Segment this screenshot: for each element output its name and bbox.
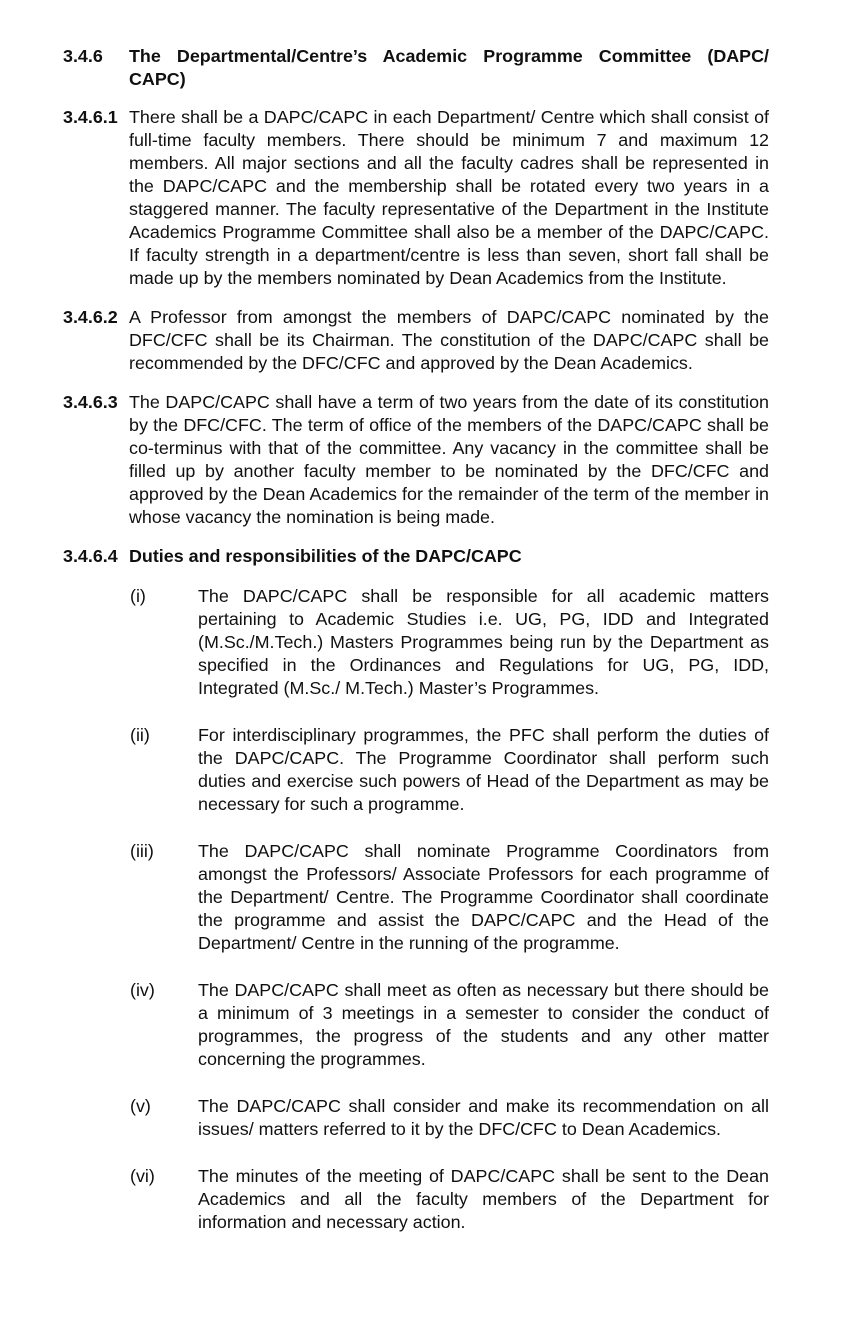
- list-item-marker: (iv): [130, 980, 155, 1000]
- list-item: [129, 724, 769, 816]
- list-item-text: The DAPC/CAPC shall consider and make its recommendation on all issues/ matters referred to it by the DFC/CFC to Dean Academics.: [198, 1096, 769, 1139]
- document-section: [63, 545, 769, 1234]
- document-section: [63, 45, 769, 91]
- section-body: [129, 391, 769, 529]
- section-text: Duties and responsibilities of the DAPC/CAPC: [129, 546, 522, 566]
- list-item-marker: (vi): [130, 1166, 155, 1186]
- section-text: The Departmental/Centre’s Academic Programme Committee (DAPC/​CAPC): [129, 46, 769, 89]
- list-item-marker: (v): [130, 1096, 151, 1116]
- list-item-text: For interdisciplinary programmes, the PFC shall perform the duties of the DAPC/CAPC. The Programme Coordinator shall perform such duties and exercise such powers of Head of the Department as may be necessary for such a programme.: [198, 725, 769, 814]
- list-item: [129, 979, 769, 1071]
- list-item: [129, 585, 769, 700]
- section-body: [129, 45, 769, 91]
- document-section: [63, 306, 769, 375]
- document-section: [63, 391, 769, 529]
- list-item-marker: (ii): [130, 725, 150, 745]
- list-item-marker: (iii): [130, 841, 154, 861]
- section-number: 3.4.6.2: [63, 307, 118, 327]
- section-text: There shall be a DAPC/CAPC in each Department/ Centre which shall consist of full-time faculty members. There should be minimum 7 and maximum 12 members. All major sections and all the faculty cadres shall be represented in the DAPC/CAPC and the membership shall be rotated every two years in a staggered manner. The faculty representative of the Department in the Institute Academics Programme Committee shall also be a member of the DAPC/CAPC. If faculty strength in a department/centre is less than seven, short fall shall be made up by the members nominated by Dean Academics from the Institute.: [129, 107, 769, 288]
- list-item-text: The DAPC/CAPC shall be responsible for all academic matters pertaining to Academic Studies i.e. UG, PG, IDD and Integrated (M.Sc./M.Tech.) Masters Programmes being run by the Department as specified in the Ordinances and Regulations for UG, PG, IDD, Integrated (M.Sc./ M.Tech.) Master’s Programmes.: [198, 586, 769, 698]
- section-text: A Professor from amongst the members of DAPC/CAPC nominated by the DFC/CFC shall be its Chairman. The constitution of the DAPC/CAPC shall be recommended by the DFC/CFC and approved by the Dean Academics.: [129, 307, 769, 373]
- section-number: 3.4.6.3: [63, 392, 118, 412]
- duty-list: [129, 585, 769, 1234]
- document-body: [63, 45, 769, 1234]
- document-section: [63, 106, 769, 290]
- list-item-marker: (i): [130, 586, 146, 606]
- list-item: [129, 840, 769, 955]
- section-number: 3.4.6: [63, 46, 103, 66]
- section-text: The DAPC/CAPC shall have a term of two years from the date of its constitution by the DFC/CFC. The term of office of the members of the DAPC/CAPC shall be co-terminus with that of the committee. Any vacancy in the committee shall be filled up by another faculty member to be nominated by the DFC/​CFC and approved by the Dean Academics for the remainder of the term of the member in whose vacancy the nomination is being made.: [129, 392, 769, 527]
- section-body: [129, 106, 769, 290]
- list-item-text: The DAPC/CAPC shall nominate Programme Coordinators from amongst the Professors/ Associate Professors for each programme of the Department/ Centre. The Programme Coordinator shall coordinate the programme and assist the DAPC/CAPC and the Head of the Department/ Centre in the running of the programme.: [198, 841, 769, 953]
- section-body: [129, 306, 769, 375]
- list-item: [129, 1095, 769, 1141]
- list-item-text: The minutes of the meeting of DAPC/CAPC shall be sent to the Dean Academics and all the faculty members of the Department for information and necessary action.: [198, 1166, 769, 1232]
- list-item: [129, 1165, 769, 1234]
- section-number: 3.4.6.4: [63, 546, 118, 566]
- list-item-text: The DAPC/CAPC shall meet as often as necessary but there should be a minimum of 3 meetings in a semester to consider the conduct of programmes, the progress of the students and any other matter concerning the programmes.: [198, 980, 769, 1069]
- section-number: 3.4.6.1: [63, 107, 118, 127]
- section-body: [129, 545, 769, 1234]
